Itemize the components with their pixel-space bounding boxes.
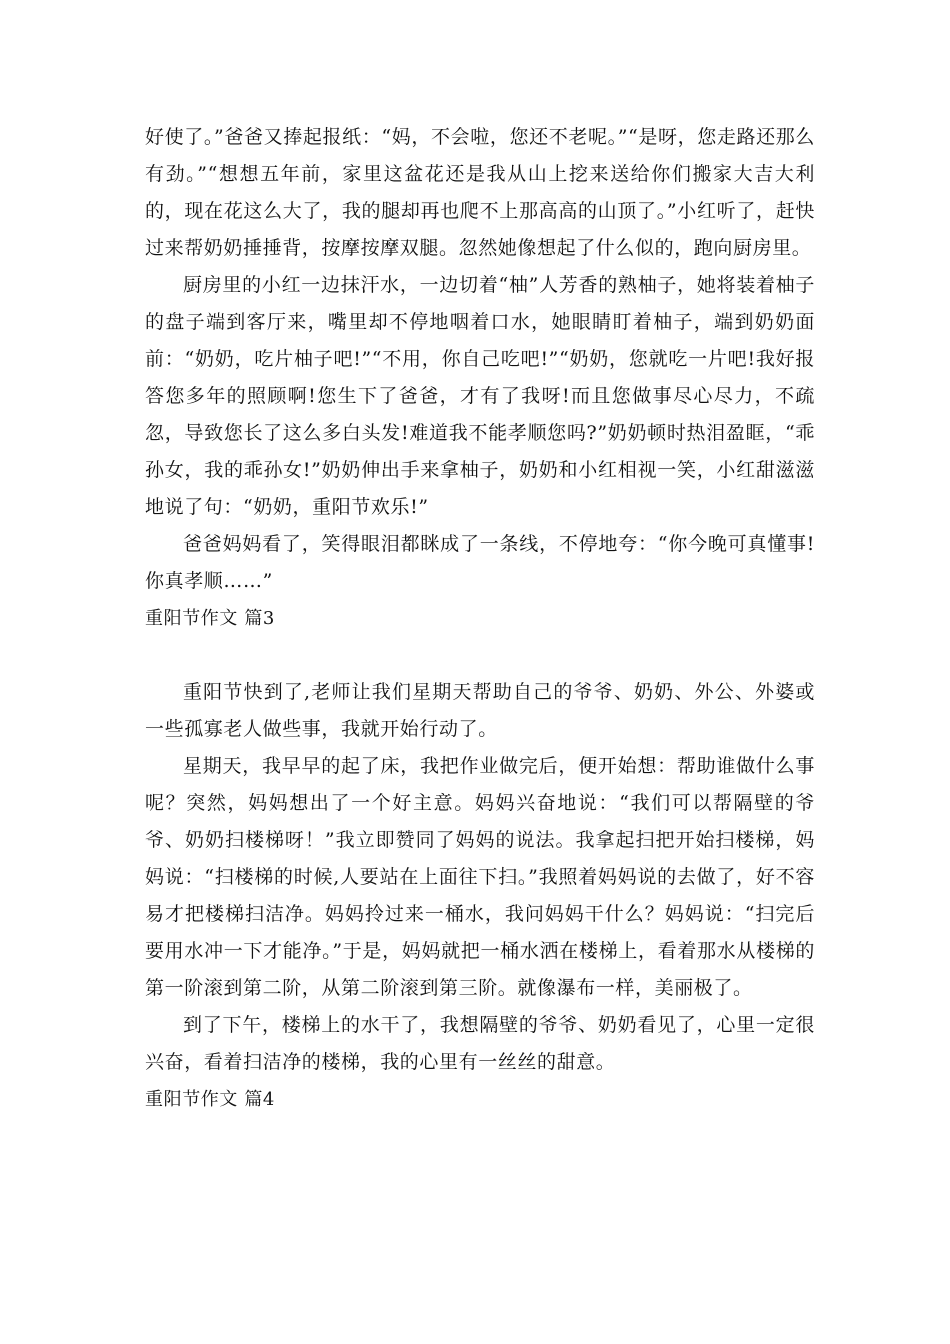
paragraph-afternoon: 到了下午，楼梯上的水干了，我想隔壁的爷爷、奶奶看见了，心里一定很兴奋，看着扫洁净的楼梯，我的心里有一丝丝的甜意。 (145, 1014, 815, 1073)
document-body (145, 119, 815, 1118)
section-heading-4: 重阳节作文 篇4 (145, 1089, 275, 1110)
paragraph-teacher-task: 重阳节快到了,老师让我们星期天帮助自己的爷爷、奶奶、外公、外婆或一些孤寡老人做些事，我就开始行动了。 (145, 681, 815, 740)
paragraph-continued: 好使了。”爸爸又捧起报纸：“妈，不会啦，您还不老呢。”“是呀，您走路还那么有劲。”“想想五年前，家里这盆花还是我从山上挖来送给你们搬家大吉大利的，现在花这么大了，我的腿却再也爬不上那高高的山顶了。”小红听了，赶快过来帮奶奶捶捶背，按摩按摩双腿。忽然她像想起了什么似的，跑向厨房里。 (145, 126, 815, 259)
section-heading-3: 重阳节作文 篇3 (145, 608, 275, 629)
paragraph-kitchen: 厨房里的小红一边抹汗水，一边切着“柚”人芳香的熟柚子，她将装着柚子的盘子端到客厅来，嘴里却不停地咽着口水，她眼睛盯着柚子，端到奶奶面前：“奶奶，吃片柚子吧!”“不用，你自己吃吧!”“奶奶，您就吃一片吧!我好报答您多年的照顾啊!您生下了爸爸，才有了我呀!而且您做事尽心尽力，不疏忽，导致您长了这么多白头发!难道我不能孝顺您吗?”奶奶顿时热泪盈眶，“乖孙女，我的乖孙女!”奶奶伸出手来拿柚子，奶奶和小红相视一笑，小红甜滋滋地说了句：“奶奶，重阳节欢乐!” (145, 274, 815, 518)
paragraph-parents-praise: 爸爸妈妈看了，笑得眼泪都眯成了一条线，不停地夸：“你今晚可真懂事!你真孝顺……” (145, 533, 815, 592)
paragraph-sweeping-stairs: 星期天，我早早的起了床，我把作业做完后，便开始想：帮助谁做什么事呢？突然，妈妈想出了一个好主意。妈妈兴奋地说：“我们可以帮隔壁的爷爷、奶奶扫楼梯呀！”我立即赞同了妈妈的说法。我拿起扫把开始扫楼梯，妈妈说：“扫楼梯的时候,人要站在上面往下扫。”我照着妈妈说的去做了，好不容易才把楼梯扫洁净。妈妈拎过来一桶水，我问妈妈干什么？妈妈说：“扫完后要用水冲一下才能净。”于是，妈妈就把一桶水洒在楼梯上，看着那水从楼梯的第一阶滚到第二阶，从第二阶滚到第三阶。就像瀑布一样，美丽极了。 (145, 755, 815, 999)
